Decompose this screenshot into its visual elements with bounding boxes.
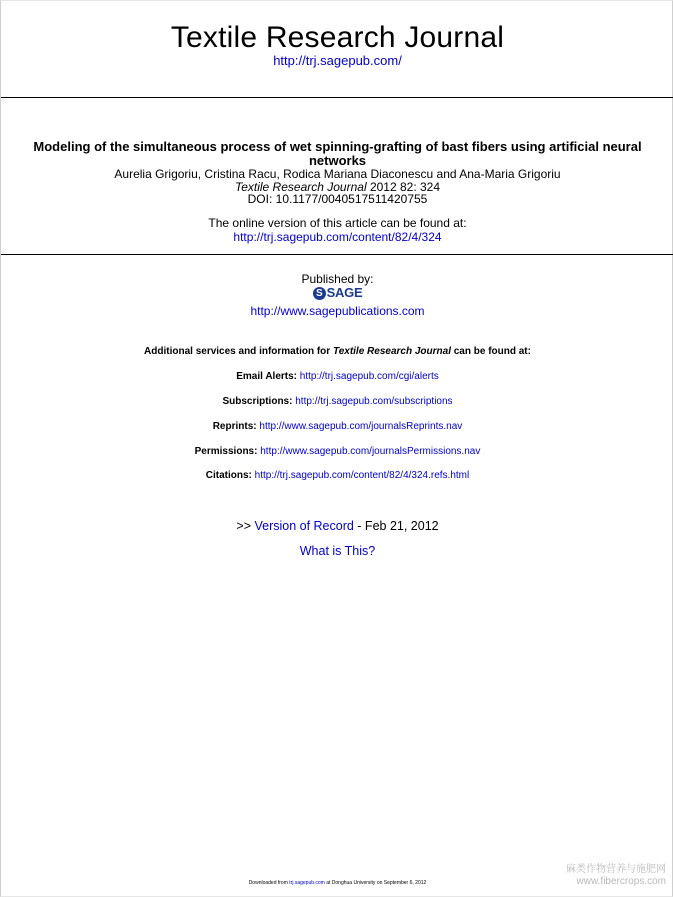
service-link[interactable]: http://trj.sagepub.com/content/82/4/324.refs.html	[254, 470, 470, 481]
service-permissions	[1, 446, 673, 457]
citation-journal: Textile Research Journal	[234, 180, 367, 194]
service-link[interactable]: http://www.sagepub.com/journalsPermissions.nav	[260, 446, 481, 457]
version-prefix: >>	[236, 519, 255, 533]
divider-middle	[1, 254, 673, 255]
service-label: Permissions:	[194, 446, 258, 457]
footer-post: at Donghua University on September 6, 2012	[324, 880, 427, 886]
what-is-this-container	[1, 544, 673, 558]
publisher-url-container	[1, 304, 673, 318]
journal-url-link[interactable]: http://trj.sagepub.com/	[273, 53, 402, 68]
sage-logo-text: SAGE	[326, 285, 363, 300]
services-intro-journal: Textile Research Journal	[332, 346, 451, 357]
published-by-label: Published by:	[301, 272, 374, 286]
watermark-line-1: 麻类作物营养与施肥网	[566, 864, 666, 875]
service-link[interactable]: http://trj.sagepub.com/subscriptions	[295, 396, 453, 407]
service-citations	[1, 470, 673, 481]
journal-url-container	[1, 53, 673, 68]
what-is-this-link[interactable]: What is This?	[299, 544, 376, 558]
service-reprints	[1, 421, 673, 432]
citation-volume: 2012 82: 324	[366, 180, 441, 194]
divider-top	[1, 97, 673, 98]
journal-title: Textile Research Journal	[170, 21, 505, 54]
watermark	[566, 864, 666, 888]
online-version-label: The online version of this article can be found at:	[208, 216, 467, 230]
version-of-record	[1, 519, 673, 533]
footer-link[interactable]: trj.sagepub.com	[289, 880, 325, 886]
article-doi: DOI: 10.1177/0040517511420755	[247, 192, 428, 206]
service-email-alerts	[1, 371, 673, 382]
service-label: Reprints:	[212, 421, 257, 432]
services-intro-post: can be found at:	[450, 346, 531, 357]
service-label: Citations:	[205, 470, 252, 481]
article-authors: Aurelia Grigoriu, Cristina Racu, Rodica Mariana Diaconescu and Ana-Maria Grigoriu	[114, 167, 561, 181]
watermark-line-2: www.fibercrops.com	[576, 876, 666, 887]
sage-logo-icon: S	[313, 287, 326, 300]
version-of-record-link[interactable]: Version of Record	[254, 519, 354, 533]
service-subscriptions	[1, 396, 673, 407]
service-link[interactable]: http://trj.sagepub.com/cgi/alerts	[299, 371, 439, 382]
service-label: Email Alerts:	[236, 371, 297, 382]
service-label: Subscriptions:	[222, 396, 293, 407]
service-link[interactable]: http://www.sagepub.com/journalsReprints.nav	[259, 421, 463, 432]
services-intro-pre: Additional services and information for	[144, 346, 333, 357]
sage-logo[interactable]	[1, 285, 673, 300]
services-intro	[1, 346, 673, 357]
online-url-container	[1, 230, 673, 244]
version-date: - Feb 21, 2012	[353, 519, 439, 533]
footer-pre: Downloaded from	[248, 880, 290, 886]
publisher-url-link[interactable]: http://www.sagepublications.com	[250, 304, 425, 318]
online-version-link[interactable]: http://trj.sagepub.com/content/82/4/324	[233, 230, 442, 244]
article-title: Modeling of the simultaneous process of wet spinning-grafting of bast fibers using artificial neural networks	[33, 139, 642, 168]
